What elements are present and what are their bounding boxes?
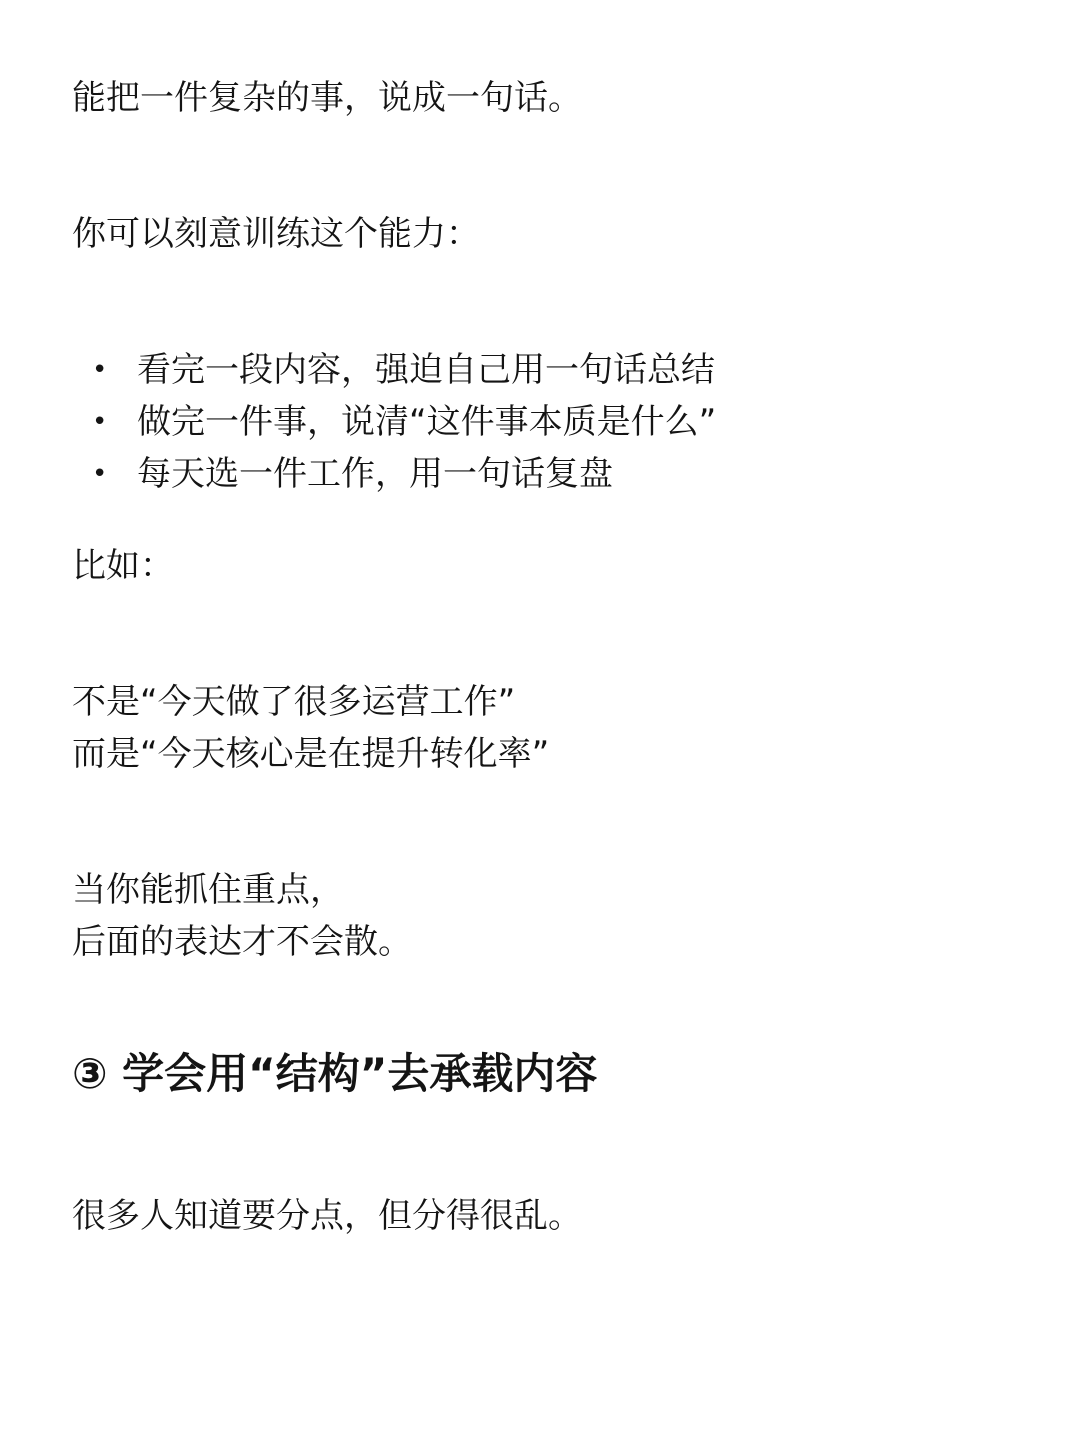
paragraph-structure-problem: 很多人知道要分点，但分得很乱。 — [72, 1196, 582, 1236]
bullet-text: 做完一件事，说清“这件事本质是什么” — [137, 402, 717, 442]
bullet-dot-icon: • — [92, 407, 108, 437]
paragraph-example-line-2: 而是“今天核心是在提升转化率” — [72, 734, 550, 774]
bullet-text: 每天选一件工作，用一句话复盘 — [137, 454, 613, 494]
paragraph-training-intro: 你可以刻意训练这个能力： — [72, 214, 480, 254]
bullet-text: 看完一段内容，强迫自己用一句话总结 — [137, 350, 715, 390]
paragraph-example-line-1: 不是“今天做了很多运营工作” — [72, 682, 516, 722]
section-heading: ③ 学会用“结构”去承载内容 — [72, 1049, 598, 1098]
bullet-dot-icon: • — [92, 459, 108, 489]
paragraph-focus-line-1: 当你能抓住重点， — [72, 870, 344, 910]
paragraph-focus-line-2: 后面的表达才不会散。 — [72, 922, 412, 962]
paragraph-example-label: 比如： — [72, 546, 174, 586]
bullet-dot-icon: • — [92, 355, 108, 385]
paragraph-summary: 能把一件复杂的事，说成一句话。 — [72, 78, 582, 118]
